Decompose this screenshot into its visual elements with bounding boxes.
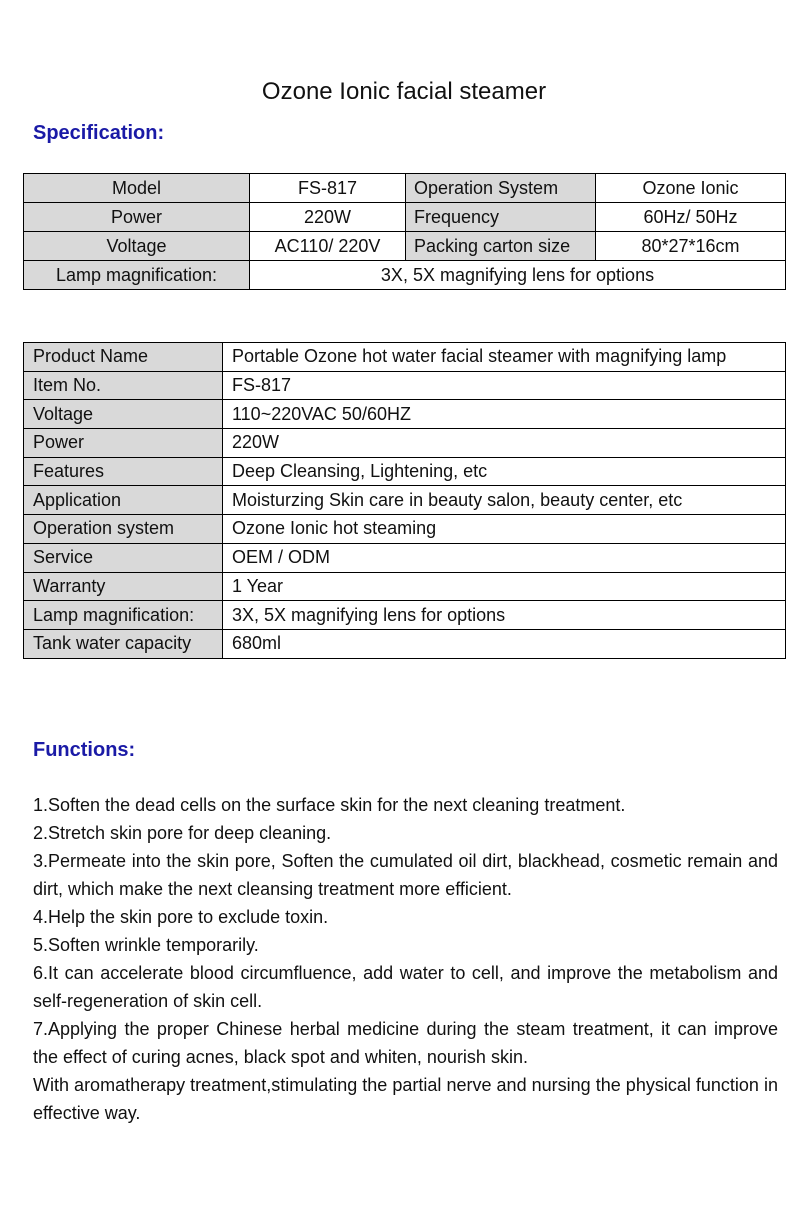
functions-list	[33, 791, 778, 1127]
detail-value: OEM / ODM	[223, 543, 786, 572]
spec-label-frequency: Frequency	[406, 203, 596, 232]
detail-key: Product Name	[24, 343, 223, 372]
function-item: 7.Applying the proper Chinese herbal medicine during the steam treatment, it can improve the effect of curing acnes, black spot and whiten, nourish skin.	[33, 1019, 778, 1067]
function-item: 4.Help the skin pore to exclude toxin.	[33, 907, 329, 927]
spec-value-frequency: 60Hz/ 50Hz	[596, 203, 786, 232]
detail-key: Operation system	[24, 515, 223, 544]
detail-value: Ozone Ionic hot steaming	[223, 515, 786, 544]
table-row	[24, 429, 786, 458]
function-item: With aromatherapy treatment,stimulating the partial nerve and nursing the physical function in effective way.	[33, 1075, 778, 1123]
table-row	[24, 486, 786, 515]
spec-value-lamp-magnification: 3X, 5X magnifying lens for options	[250, 261, 786, 290]
detail-value: 220W	[223, 429, 786, 458]
table-row	[24, 543, 786, 572]
detail-key: Voltage	[24, 400, 223, 429]
function-item: 1.Soften the dead cells on the surface skin for the next cleaning treatment.	[33, 795, 626, 815]
detail-value: 680ml	[223, 629, 786, 658]
detail-key: Application	[24, 486, 223, 515]
detail-value: 3X, 5X magnifying lens for options	[223, 601, 786, 630]
table-row	[24, 371, 786, 400]
function-item: 2.Stretch skin pore for deep cleaning.	[33, 823, 332, 843]
spec-value-operation-system: Ozone Ionic	[596, 174, 786, 203]
detail-key: Power	[24, 429, 223, 458]
detail-value: FS-817	[223, 371, 786, 400]
detail-value: Moisturzing Skin care in beauty salon, beauty center, etc	[223, 486, 786, 515]
table-row	[24, 629, 786, 658]
table-row	[24, 400, 786, 429]
detail-key: Item No.	[24, 371, 223, 400]
detail-value: 110~220VAC 50/60HZ	[223, 400, 786, 429]
functions-heading: Functions:	[33, 739, 136, 761]
spec-label-model: Model	[24, 174, 250, 203]
spec-value-power: 220W	[250, 203, 406, 232]
function-item: 3.Permeate into the skin pore, Soften the cumulated oil dirt, blackhead, cosmetic remain and dirt, which make the next cleansing treatment more efficient.	[33, 851, 778, 899]
table-row	[24, 572, 786, 601]
detail-key: Tank water capacity	[24, 629, 223, 658]
function-item: 6.It can accelerate blood circumfluence, add water to cell, and improve the metabolism and self-regeneration of skin cell.	[33, 963, 778, 1011]
table-row	[24, 601, 786, 630]
spec-label-lamp-magnification: Lamp magnification:	[24, 261, 250, 290]
spec-value-model: FS-817	[250, 174, 406, 203]
function-item: 5.Soften wrinkle temporarily.	[33, 935, 259, 955]
spec-label-packing-carton-size: Packing carton size	[406, 232, 596, 261]
table-row	[24, 515, 786, 544]
spec-value-packing-carton-size: 80*27*16cm	[596, 232, 786, 261]
table-row	[24, 261, 786, 290]
detail-key: Warranty	[24, 572, 223, 601]
spec-label-voltage: Voltage	[24, 232, 250, 261]
product-detail-table	[23, 342, 786, 659]
specification-heading: Specification:	[33, 122, 165, 144]
spec-label-power: Power	[24, 203, 250, 232]
table-row	[24, 343, 786, 372]
table-row	[24, 203, 786, 232]
page-title: Ozone Ionic facial steamer	[261, 78, 547, 105]
detail-value: 1 Year	[223, 572, 786, 601]
specification-table	[23, 173, 786, 290]
table-row	[24, 174, 786, 203]
detail-key: Service	[24, 543, 223, 572]
table-row	[24, 232, 786, 261]
spec-value-voltage: AC110/ 220V	[250, 232, 406, 261]
spec-label-operation-system: Operation System	[406, 174, 596, 203]
detail-key: Features	[24, 457, 223, 486]
detail-key: Lamp magnification:	[24, 601, 223, 630]
detail-value: Portable Ozone hot water facial steamer with magnifying lamp	[223, 343, 786, 372]
table-row	[24, 457, 786, 486]
detail-value: Deep Cleansing, Lightening, etc	[223, 457, 786, 486]
